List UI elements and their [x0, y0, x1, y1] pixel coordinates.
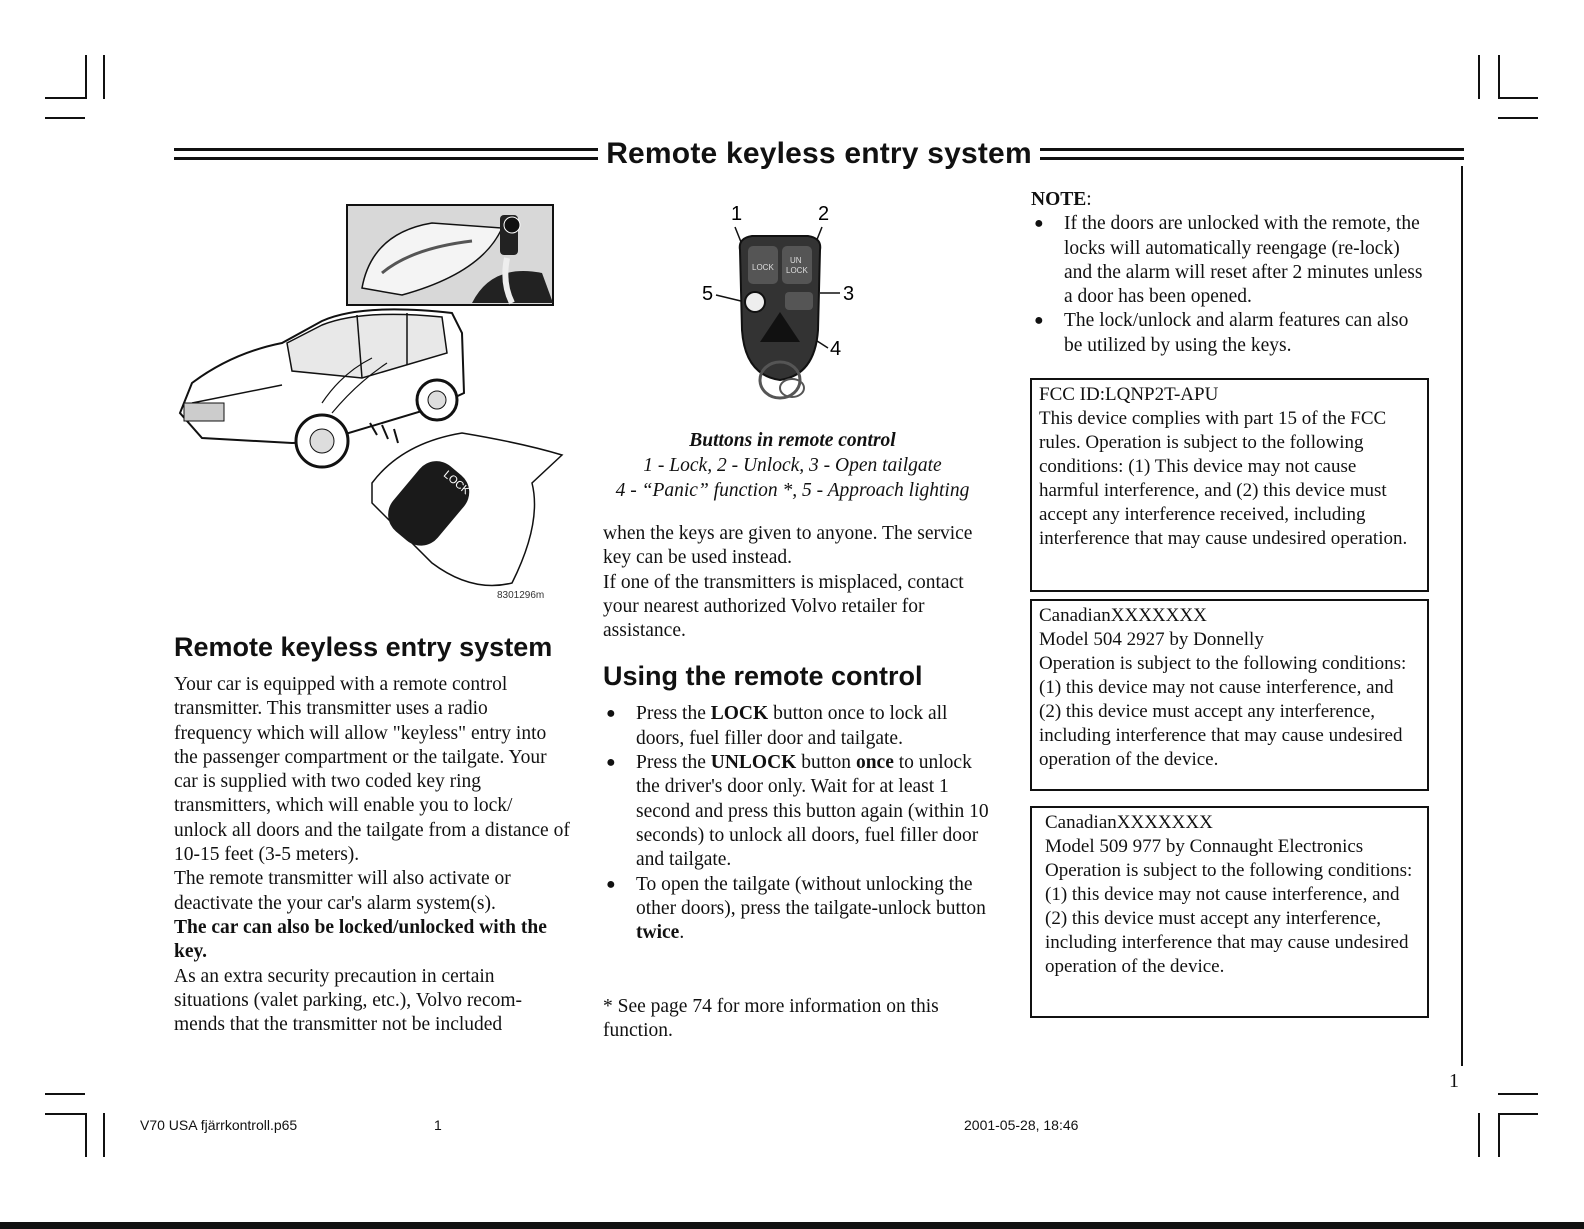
text-run: button	[796, 752, 856, 774]
col1-paragraph-4: As an extra security precaution in certain situations (valet parking, etc.), Volvo recom-mends that the transmitter not be included	[174, 965, 523, 1036]
text-run: To open the tailgate (without unlocking the other doors), press the tailgate-unlock button	[636, 873, 986, 919]
callout-4: 4	[830, 338, 842, 360]
canadian-notice-box-1	[1030, 599, 1429, 791]
header-rule-left	[174, 148, 598, 160]
remote-usage-list	[603, 702, 1000, 945]
text-run: Press the	[636, 703, 711, 725]
note-text-1: If the doors are unlocked with the remote, the locks will automatically reengage (re-lock) and the alarm will reset after 2 minutes unless a door has been opened.	[1064, 213, 1423, 308]
text-run: button once to lock all doors, fuel filler door and tailgate.	[636, 703, 948, 749]
note-section	[1031, 188, 1431, 358]
note-item-2	[1031, 309, 1431, 358]
crop-mark-tl-v1	[85, 55, 87, 99]
callout-2: 2	[818, 203, 830, 225]
canadian-title-2: CanadianXXXXXXX	[1045, 812, 1213, 833]
crop-mark-tr-h	[1498, 97, 1538, 99]
col1-paragraph-2: The remote transmitter will also activate or deactivate the your car's alarm system(s).	[174, 868, 511, 914]
canadian-body-2: Operation is subject to the following conditions: (1) this device may not cause interference, and (2) this device must accept any interference, including interference that may cause undesired operation of the device.	[1045, 860, 1413, 977]
column-1	[174, 632, 570, 1037]
note-title: NOTE	[1031, 189, 1087, 210]
canadian-model-2: Model 509 977 by Connaught Electronics	[1045, 836, 1364, 857]
fob-caption	[590, 428, 995, 503]
canadian-body-1: Operation is subject to the following conditions: (1) this device may not cause interference, and (2) this device must accept any interference, including interference that may cause undesired operation of the device.	[1039, 653, 1407, 770]
lock-button-label: LOCK	[752, 263, 774, 272]
caption-title: Buttons in remote control	[689, 430, 896, 451]
bottom-edge-bar	[0, 1222, 1584, 1229]
crop-mark-tr-v1	[1478, 55, 1480, 99]
unlock-button-label-a: UN	[790, 256, 802, 265]
crop-mark-tr-h2	[1498, 117, 1538, 119]
page-number: 1	[1449, 1070, 1459, 1092]
canadian-title-1: CanadianXXXXXXX	[1039, 605, 1207, 626]
bullet-icon: ●	[1034, 312, 1044, 330]
text-run-bold: twice	[636, 922, 680, 944]
approach-light-button	[745, 292, 765, 312]
unlock-button-label-b: LOCK	[786, 266, 808, 275]
note-item-1	[1031, 212, 1431, 309]
text-run-bold: UNLOCK	[710, 752, 797, 774]
fcc-body: This device complies with part 15 of the FCC rules. Operation is subject to the following conditions: (1) This device may not cause harmful interference, and (2) this device must accept any interference received, including interference that may cause undesired operation.	[1039, 408, 1408, 549]
crop-mark-tl-h2	[45, 117, 85, 119]
caption-line-2: 4 - “Panic” function *, 5 - Approach lighting	[615, 480, 970, 501]
note-colon: :	[1086, 189, 1092, 210]
callout-3: 3	[843, 283, 855, 305]
canadian-model-1: Model 504 2927 by Donnelly	[1039, 629, 1264, 650]
crop-mark-bl-h	[45, 1093, 85, 1095]
callout-5: 5	[702, 283, 714, 305]
list-item-lock	[603, 702, 1000, 751]
fcc-title: FCC ID:LQNP2T-APU	[1039, 384, 1219, 405]
canadian-notice-box-2	[1030, 806, 1429, 1018]
footnote: * See page 74 for more information on this function.	[603, 996, 939, 1042]
page-title: Remote keyless entry system	[606, 137, 1032, 170]
page-header	[174, 134, 1464, 174]
remote-fob-drawing	[700, 200, 870, 425]
crop-mark-br-v1	[1478, 1113, 1480, 1157]
list-item-tailgate	[603, 873, 1000, 946]
col1-paragraph-3-bold: The car can also be locked/unlocked with the key.	[174, 916, 547, 963]
figure-code: 8301296m	[497, 590, 545, 601]
section-heading-remote-keyless: Remote keyless entry system	[174, 632, 553, 662]
footer-datetime: 2001-05-28, 18:46	[964, 1117, 1079, 1133]
text-run-bold: LOCK	[710, 703, 769, 725]
crop-mark-bl-v2	[103, 1113, 105, 1157]
text-run-bold: once	[855, 752, 894, 774]
footer-filename: V70 USA fjärrkontroll.p65	[140, 1117, 298, 1133]
bullet-icon: ●	[1034, 215, 1044, 233]
crop-mark-bl-h2	[45, 1113, 85, 1115]
footer-page: 1	[434, 1117, 442, 1133]
crop-mark-br-h2	[1498, 1113, 1538, 1115]
text-run: Press the	[636, 752, 711, 774]
unlock-button	[782, 246, 812, 284]
crop-mark-br-v2	[1498, 1113, 1500, 1157]
bullet-icon: ●	[606, 875, 616, 893]
car-remote-drawing	[172, 203, 572, 613]
tailgate-button	[785, 292, 813, 310]
crop-mark-tl-v2	[103, 55, 105, 99]
note-heading	[1031, 188, 1431, 212]
note-text-2: The lock/unlock and alarm features can also be utilized by using the keys.	[1064, 310, 1409, 356]
caption-line-1: 1 - Lock, 2 - Unlock, 3 - Open tailgate	[643, 455, 942, 476]
note-list	[1031, 212, 1431, 358]
text-run: to unlock the driver's door only. Wait for at least 1 second and press this button again (within 10 seconds) to unlock all doors, fuel filler door and tailgate.	[636, 752, 989, 871]
fcc-notice-box	[1030, 378, 1429, 592]
column-2	[603, 522, 1000, 945]
callout-1: 1	[731, 203, 743, 225]
fob-lock-label: LOCK	[440, 468, 472, 498]
bullet-icon: ●	[606, 754, 616, 772]
crop-mark-tl-h	[45, 97, 85, 99]
remote-fob-figure	[700, 200, 870, 425]
header-rule-right	[1040, 148, 1464, 160]
section-heading-using-remote: Using the remote control	[603, 661, 923, 692]
col1-paragraph-1: Your car is equipped with a remote control transmitter. This transmitter uses a radio frequency which will allow "keyless" entry into the passenger compartment or the tailgate. Your car is supplied with two coded key ring transmitters, which will enable you to lock/ unlock all doors and the tailgate from a distance of 10-15 feet (3-5 meters).	[174, 674, 570, 866]
crop-mark-bl-v1	[85, 1113, 87, 1157]
col2-paragraph-1: when the keys are given to anyone. The service key can be used instead.	[603, 523, 973, 569]
text-run: .	[679, 922, 685, 944]
crop-mark-tr-v2	[1498, 55, 1500, 99]
right-column-rule	[1461, 166, 1463, 1066]
car-illustration	[172, 203, 572, 613]
bullet-icon: ●	[606, 705, 616, 723]
crop-mark-br-h	[1498, 1093, 1538, 1095]
col2-paragraph-2: If one of the transmitters is misplaced, contact your nearest authorized Volvo retailer for assistance.	[603, 571, 964, 642]
list-item-unlock	[603, 751, 1000, 872]
